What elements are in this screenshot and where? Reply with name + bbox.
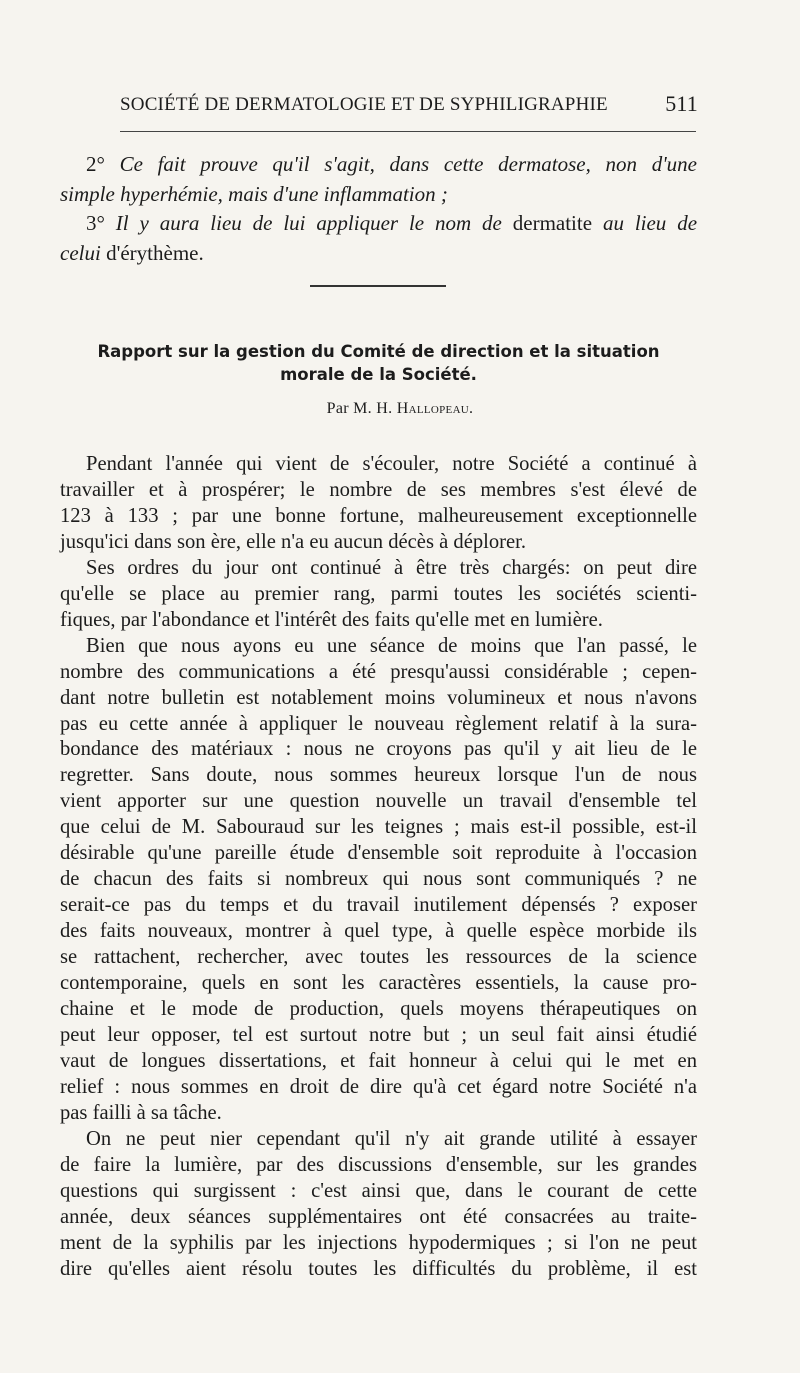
body-line: désirable qu'une pareille étude d'ensemble soit reproduite à l'occasion bbox=[60, 842, 697, 865]
report-body bbox=[60, 452, 697, 1283]
body-line: bondance des matériaux : nous ne croyons pas qu'il y ait lieu de le bbox=[60, 738, 697, 761]
body-line: contemporaine, quels en sont les caractères essentiels, la cause pro- bbox=[60, 972, 697, 995]
body-line: dire qu'elles aient résolu toutes les difficultés du problème, il est bbox=[60, 1257, 697, 1280]
conclusion-3-line-2 bbox=[60, 239, 697, 269]
body-line: des faits nouveaux, montrer à quel type, à quelle espèce morbide ils bbox=[60, 920, 697, 943]
body-line: dant notre bulletin est notablement moins volumineux et nous n'avons bbox=[60, 686, 697, 709]
heading-line-2: morale de la Société. bbox=[280, 365, 477, 384]
body-line: ment de la syphilis par les injections hypodermiques ; si l'on ne peut bbox=[60, 1231, 697, 1254]
conclusions-list bbox=[60, 150, 697, 268]
body-line: On ne peut nier cependant qu'il n'y ait grande utilité à essayer bbox=[86, 1127, 697, 1150]
byline bbox=[0, 400, 800, 418]
body-line: Bien que nous ayons eu une séance de moins que l'an passé, le bbox=[86, 634, 697, 657]
conclusion-3-number: 3° bbox=[86, 211, 105, 235]
running-title: SOCIÉTÉ DE DERMATOLOGIE ET DE SYPHILIGRAPHIE bbox=[120, 94, 608, 115]
body-line: pas failli à sa tâche. bbox=[60, 1101, 222, 1124]
conclusion-2-text-1: Ce fait prouve qu'il s'agit, dans cette dermatose, non d'une bbox=[119, 152, 698, 176]
byline-author: Hallopeau. bbox=[396, 400, 474, 417]
conclusion-2-text-2: simple hyperhémie, mais d'une inflammation ; bbox=[60, 181, 448, 206]
body-line: serait-ce pas du temps et du travail inutilement dépensés ? exposer bbox=[60, 894, 697, 917]
body-line: pas eu cette année à appliquer le nouveau règlement relatif à la sura- bbox=[60, 712, 697, 735]
header-rule bbox=[120, 131, 696, 132]
body-line: se rattachent, rechercher, avec toutes les ressources de la science bbox=[60, 946, 697, 969]
body-line: vient apporter sur une question nouvelle un travail d'ensemble tel bbox=[60, 790, 697, 813]
body-line: questions qui surgissent : c'est ainsi que, dans le courant de cette bbox=[60, 1179, 697, 1202]
body-line: fiques, par l'abondance et l'intérêt des faits qu'elle met en lumière. bbox=[60, 608, 603, 631]
conclusion-2-number: 2° bbox=[86, 152, 105, 176]
section-separator bbox=[310, 285, 446, 287]
body-line: relief : nous sommes en droit de dire qu'à cet égard notre Société n'a bbox=[60, 1075, 697, 1098]
body-line: 123 à 133 ; par une bonne fortune, malheureusement exceptionnelle bbox=[60, 504, 697, 527]
conclusion-3-term-2: d'érythème. bbox=[106, 240, 204, 265]
body-line: que celui de M. Sabouraud sur les teignes ; mais est-il possible, est-il bbox=[60, 816, 697, 839]
conclusion-2-line-1 bbox=[60, 150, 697, 180]
conclusion-2-line-2 bbox=[60, 180, 697, 210]
body-line: vaut de longues dissertations, et fait honneur à celui qui le met en bbox=[60, 1049, 697, 1072]
body-line: année, deux séances supplémentaires ont été consacrées au traite- bbox=[60, 1205, 697, 1228]
body-line: qu'elle se place au premier rang, parmi toutes les sociétés scienti- bbox=[60, 582, 697, 605]
body-line: Ses ordres du jour ont continué à être très chargés: on peut dire bbox=[86, 556, 697, 579]
body-line: jusqu'ici dans son ère, elle n'a eu aucun décès à déplorer. bbox=[60, 530, 527, 553]
conclusion-3-line-1 bbox=[60, 209, 697, 239]
body-line: travailler et à prospérer; le nombre de ses membres s'est élevé de bbox=[60, 478, 697, 501]
conclusion-3-text-d: celui bbox=[60, 240, 101, 265]
body-line: peut leur opposer, tel est surtout notre but ; un seul fait ainsi étudié bbox=[60, 1023, 697, 1046]
body-line: chaine et le mode de production, quels moyens thérapeutiques on bbox=[60, 998, 697, 1021]
conclusion-3-text-c: au lieu de bbox=[602, 211, 698, 235]
heading-line-1: Rapport sur la gestion du Comité de direction et la situation bbox=[97, 342, 660, 361]
section-heading bbox=[60, 340, 697, 386]
page-number: 511 bbox=[665, 91, 698, 116]
byline-prefix: Par M. H. bbox=[326, 400, 393, 417]
conclusion-3-term: dermatite bbox=[512, 211, 593, 235]
body-line: regretter. Sans doute, nous sommes heureux lorsque l'un de nous bbox=[60, 764, 697, 787]
body-line: de chacun des faits si nombreux qui nous sont communiqués ? ne bbox=[60, 868, 697, 891]
body-line: nombre des communications a été presqu'aussi considérable ; cepen- bbox=[60, 660, 697, 683]
body-line: de faire la lumière, par des discussions d'ensemble, sur les grandes bbox=[60, 1153, 697, 1176]
conclusion-3-text-a: Il y aura lieu de lui appliquer le nom de bbox=[115, 211, 502, 235]
body-line: Pendant l'année qui vient de s'écouler, notre Société a continué à bbox=[86, 453, 697, 475]
